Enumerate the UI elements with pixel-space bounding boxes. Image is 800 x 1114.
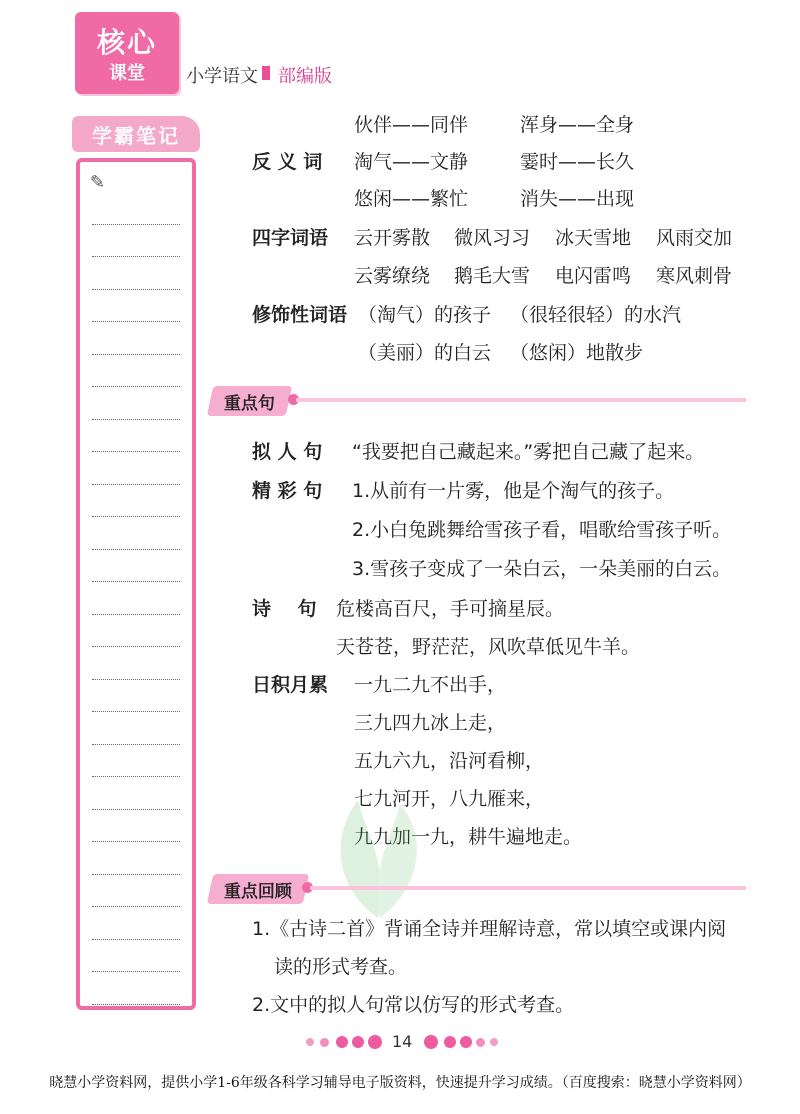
idiom: 风雨交加 [656,227,733,249]
footer-text: 晓慧小学资料网，提供小学1-6年级各科学习辅导电子版资料，快速提升学习成绩。（百度搜索：晓慧小学资料网） [49,1075,751,1091]
antonym-pair: 悠闲——繁忙 [354,188,469,210]
decor-dot [476,1038,485,1047]
decor-dot [320,1038,329,1047]
idioms-label: 四字词语 [252,227,329,249]
section-tag [207,386,292,416]
modifier-phrase: （美丽）的白云 [358,342,492,364]
decor-dot [444,1036,456,1048]
personification-sentence: “我要把自己藏起来。”雾把自己藏了起来。 [352,441,705,463]
page-number-bar [0,1032,800,1052]
note-line [92,712,180,745]
modifier-phrase: （淘气）的孩子 [358,304,492,326]
daily-line: 三九四九冰上走， [354,712,507,734]
note-lines [92,192,180,996]
note-line [92,647,180,680]
antonyms-label: 反 义 词 [252,151,323,173]
daily-line: 七九河开，八九雁来， [354,788,545,810]
note-line [92,257,180,290]
section-tag [207,874,309,904]
wonderful-sentence: 3.雪孩子变成了一朵白云，一朵美丽的白云。 [352,558,732,580]
note-line [92,875,180,908]
decor-dot [424,1035,438,1049]
section-line [296,398,746,402]
poem-label: 诗 句 [252,598,317,620]
page-number: 14 [392,1032,413,1051]
decor-dot [306,1038,314,1046]
note-line [92,225,180,258]
note-line [92,777,180,810]
note-line [92,810,180,843]
decor-dot [336,1036,348,1048]
idiom: 微风习习 [454,227,531,249]
idiom: 电闪雷鸣 [555,265,632,287]
wonderful-label: 精 彩 句 [252,480,323,502]
note-line [92,387,180,420]
logo [75,12,179,94]
subject-title: 小学语文 [186,66,258,87]
note-line [92,615,180,648]
idiom: 鹅毛大雪 [454,265,531,287]
antonym-pair: 消失——出现 [520,188,635,210]
key-sentences-header [210,386,750,420]
note-line [92,322,180,355]
review-header [210,874,750,908]
section-title: 重点句 [224,393,275,414]
note-line [92,355,180,388]
poem-line: 天苍苍，野茫茫，风吹草低见牛羊。 [336,636,641,658]
note-line [92,972,180,1005]
note-line [92,290,180,323]
note-line [92,550,180,583]
review-item: 1.《古诗二首》背诵全诗并理解诗意，常以填空或课内阅 [252,918,727,940]
daily-line: 五九六九，沿河看柳， [354,750,545,772]
header-separator [262,66,270,80]
note-panel [76,158,196,1010]
personification-label: 拟 人 句 [252,441,323,463]
note-line [92,582,180,615]
idiom: 寒风刺骨 [656,265,733,287]
section-line [310,886,746,890]
review-item: 2.文中的拟人句常以仿写的形式考查。 [252,994,575,1016]
note-line [92,907,180,940]
note-line [92,192,180,225]
section-title: 重点回顾 [224,881,292,902]
note-line [92,517,180,550]
decor-dot [490,1038,498,1046]
note-line [92,842,180,875]
note-line [92,680,180,713]
antonym-pair: 霎时——长久 [520,151,635,173]
logo-sub-text: 课堂 [109,63,145,84]
wonderful-sentence: 2.小白兔跳舞给雪孩子看，唱歌给雪孩子听。 [352,519,732,541]
logo-main-text: 核心 [96,26,157,59]
idiom: 云雾缭绕 [354,265,431,287]
note-line [92,420,180,453]
decor-dot [460,1036,472,1048]
note-line [92,485,180,518]
edition-label: 部编版 [278,66,332,87]
antonym-pair: 淘气——文静 [354,151,469,173]
idiom: 冰天雪地 [555,227,632,249]
note-line [92,745,180,778]
modifiers-label: 修饰性词语 [252,304,348,326]
synonym-pair-2: 浑身——全身 [520,114,635,136]
pencil-icon: ✎ [90,172,106,193]
decor-dot [352,1036,364,1048]
modifier-phrase: （悠闲）地散步 [510,342,644,364]
daily-line: 九九加一九，耕牛遍地走。 [354,826,583,848]
synonym-pair-1: 伙伴——同伴 [354,114,469,136]
sidebar-title: 学霸笔记 [72,116,200,152]
daily-label: 日积月累 [252,674,329,696]
modifier-phrase: （很轻很轻）的水汽 [510,304,682,326]
idiom: 云开雾散 [354,227,431,249]
note-line [92,940,180,973]
wonderful-sentence: 1.从前有一片雾，他是个淘气的孩子。 [352,480,675,502]
note-line [92,452,180,485]
review-item-continued: 读的形式考查。 [274,956,408,978]
daily-line: 一九二九不出手， [354,674,507,696]
decor-dot [368,1035,382,1049]
poem-line: 危楼高百尺，手可摘星辰。 [336,598,565,620]
